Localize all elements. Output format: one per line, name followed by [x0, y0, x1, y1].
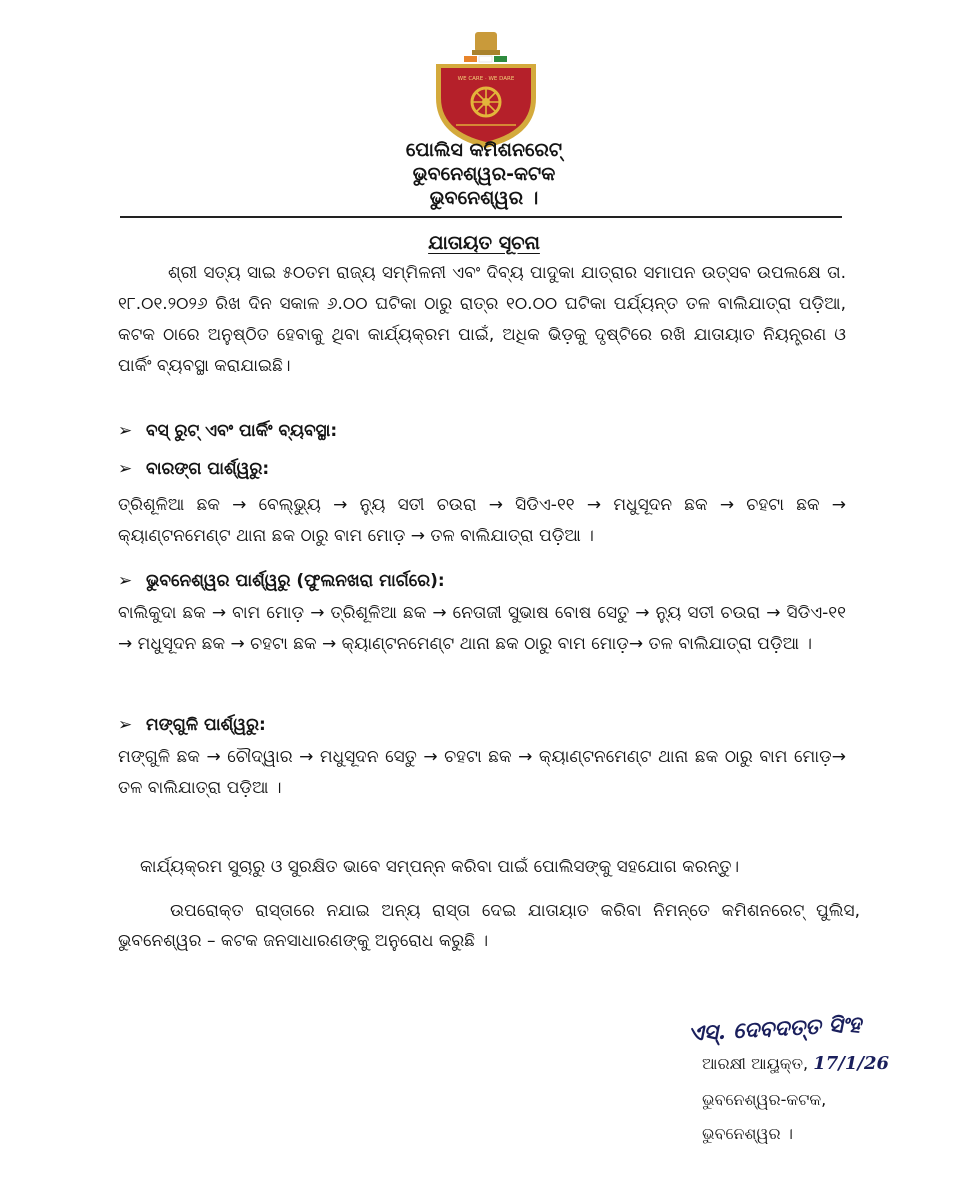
- closing-line-2: ଉପରୋକ୍ତ ରାସ୍ତାରେ ନଯାଇ ଅନ୍ୟ ରାସ୍ତା ଦେଇ ଯାତାୟାତ କରିବା ନିମନ୍ତେ କମିଶନରେଟ୍ ପୁଲିସ, ଭୁବନେଶ୍ୱର – କଟକ ଜନସାଧାରଣଙ୍କୁ ଅନୁରୋଧ କରୁଛି ।: [118, 901, 860, 951]
- emblem-motto: WE CARE · WE DARE: [457, 76, 515, 82]
- header-org: ପୋଲିସ କମିଶନରେଟ୍: [405, 139, 563, 161]
- intro-paragraph: ଶ୍ରୀ ସତ୍ୟ ସାଇ ୫୦ତମ ରାଜ୍ୟ ସମ୍ମିଳନୀ ଏବଂ ଦିବ୍ୟ ପାଦୁକା ଯାତ୍ରାର ସମାପନ ଉତ୍ସବ ଉପଲକ୍ଷେ ତା. ୧୮.୦୧.୨୦୨୬ ରିଖ ଦିନ ସକାଳ ୬.୦୦ ଘଟିକା ଠାରୁ ରାତ୍ର ୧୦.୦୦ ଘଟିକା ପର୍ଯ୍ୟନ୍ତ ତଳ ବାଲିଯାତ୍ରା ପଡ଼ିଆ, କଟକ ଠାରେ ଅନୁଷ୍ଠିତ ହେବାକୁ ଥିବା କାର୍ଯ୍ୟକ୍ରମ ପାଇଁ, ଅଧିକ ଭିଡ଼କୁ ଦୃଷ୍ଟିରେ ରଖି ଯାତାୟାତ ନିୟନ୍ତ୍ରଣ ଓ ପାର୍କିଂ ବ୍ୟବସ୍ଥା କରାଯାଇଛି।: [118, 263, 846, 376]
- route-heading-1: [118, 456, 269, 482]
- header-divider: [120, 216, 842, 218]
- signature: ଏସ୍. ଦେବଦତ୍ତ ସିଂହ: [687, 1011, 862, 1047]
- signature-place-2: ଭୁବନେଶ୍ୱର ।: [702, 1124, 793, 1143]
- signature-date: 17/1/26: [813, 1053, 889, 1074]
- bullet-arrow-icon: ➢: [118, 571, 133, 591]
- header-city: ଭୁବନେଶ୍ୱର ।: [429, 187, 539, 209]
- notice-title: [0, 232, 968, 254]
- route-text-3: ମଙ୍ଗୁଳି ଛକ → ଚୌଦ୍ୱାର → ମଧୁସୂଦନ ସେତୁ → ଚହଟା ଛକ → କ୍ୟାଣ୍ଟନମେଣ୍ଟ ଥାନା ଛକ ଠାରୁ ବାମ ମୋଡ଼→ ତଳ ବାଲିଯାତ୍ରା ପଡ଼ିଆ ।: [118, 747, 846, 798]
- notice-title-text: ଯାତାୟତ ସୂଚନା: [428, 232, 540, 254]
- police-emblem-icon: [430, 28, 542, 150]
- route-heading-text: ମଙ୍ଗୁଳି ପାର୍ଶ୍ୱରୁ:: [146, 715, 266, 735]
- route-heading-3: [118, 712, 266, 738]
- route-heading-2: [118, 568, 445, 594]
- section-heading: [118, 418, 337, 444]
- closing-line-1: କାର୍ଯ୍ୟକ୍ରମ ସୁଚାରୁ ଓ ସୁରକ୍ଷିତ ଭାବେ ସମ୍ପନ୍ନ କରିବା ପାଇଁ ପୋଲିସଙ୍କୁ ସହଯୋଗ କରନ୍ତୁ।: [140, 857, 740, 877]
- signature-designation: ଆରକ୍ଷୀ ଆୟୁକ୍ତ,: [702, 1054, 809, 1073]
- route-heading-text: ଭୁବନେଶ୍ୱର ପାର୍ଶ୍ୱରୁ (ଫୁଲନଖରା ମାର୍ଗରେ):: [146, 571, 445, 591]
- route-text-2: ବାଲିକୁଦା ଛକ → ବାମ ମୋଡ଼ → ତ୍ରିଶୂଳିଆ ଛକ → ନେତାଜୀ ସୁଭାଷ ବୋଷ ସେତୁ → ନ୍ୟୁ ସତୀ ଚଉରା → ସିଡିଏ-୧୧ → ମଧୁସୂଦନ ଛକ → ଚହଟା ଛକ → କ୍ୟାଣ୍ଟନମେଣ୍ଟ ଥାନା ଛକ ଠାରୁ ବାମ ମୋଡ଼→ ତଳ ବାଲିଯାତ୍ରା ପଡ଼ିଆ ।: [118, 603, 846, 654]
- bullet-arrow-icon: ➢: [118, 421, 133, 441]
- signature-designation-row: [702, 1050, 889, 1078]
- header-city-pair: ଭୁବନେଶ୍ୱର-କଟକ: [412, 163, 556, 185]
- route-heading-text: ବାରଙ୍ଗ ପାର୍ଶ୍ୱରୁ:: [146, 459, 270, 479]
- signature-place-1: ଭୁବନେଶ୍ୱର-କଟକ,: [702, 1090, 827, 1109]
- bullet-arrow-icon: ➢: [118, 459, 133, 479]
- bullet-arrow-icon: ➢: [118, 715, 133, 735]
- section-heading-text: ବସ୍ ରୁଟ୍ ଏବଂ ପାର୍କିଂ ବ୍ୟବସ୍ଥା:: [146, 421, 338, 441]
- route-text-1: ତ୍ରିଶୂଳିଆ ଛକ → ବେଲ୍‌ଭ୍ୟୁ → ନ୍ୟୁ ସତୀ ଚଉରା → ସିଡିଏ-୧୧ → ମଧୁସୂଦନ ଛକ → ଚହଟା ଛକ → କ୍ୟାଣ୍ଟନମେଣ୍ଟ ଥାନା ଛକ ଠାରୁ ବାମ ମୋଡ଼ → ତଳ ବାଲିଯାତ୍ରା ପଡ଼ିଆ ।: [118, 495, 846, 546]
